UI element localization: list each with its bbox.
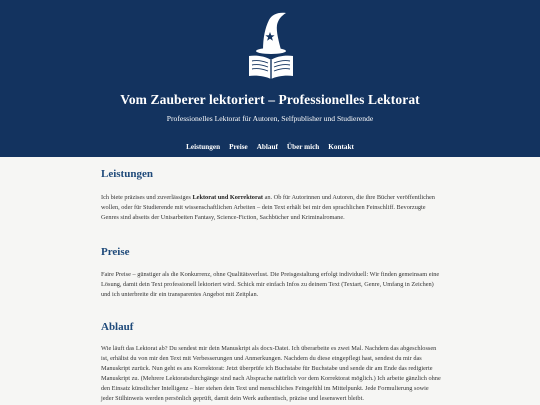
- section-preise: [101, 246, 441, 300]
- section-text-ablauf: Wie läuft das Lektorat ab? Du sendest mir dein Manuskript als docx-Datei. Ich überarbeite es zwei Mal. Nachdem das abgeschlossen ist, erhältst du von mir den Text mit Verbesserungen und Anmerkungen. Nachdem du diese eingepflegt hast, sendest du mir das Manuskript zurück. Nun geht es ans Korrektorat: Jetzt überprüfe ich Buchstabe für Buchstabe und sende dir am Ende das redigierte Manuskript zu. (Mehrere Lektoratsdurchgänge sind nach Absprache natürlich vor dem Korrektorat möglich.) Ich arbeite gänzlich ohne den Einsatz künstlicher Intelligenz – hier stehen dein Text und menschliches Feingefühl im Mittelpunkt. Jede Formulierung sowie jeder Stilhinweis werden persönlich geprüft, damit dein Werk authentisch, präzise und lesenswert bleibt.: [101, 345, 441, 402]
- section-leistungen: [101, 168, 441, 223]
- nav-link-kontakt[interactable]: Kontakt: [328, 143, 354, 151]
- section-ablauf: [101, 321, 441, 404]
- section-text-leistungen: [101, 193, 441, 223]
- site-subtitle: Professionelles Lektorat für Autoren, Selfpublisher und Studierende: [166, 114, 374, 123]
- section-heading-preise: Preise: [101, 246, 130, 258]
- section-heading-ablauf: Ablauf: [101, 321, 134, 333]
- nav-link-preise[interactable]: Preise: [229, 143, 248, 151]
- nav-link-leistungen[interactable]: Leistungen: [186, 143, 221, 151]
- section-heading-leistungen: Leistungen: [101, 168, 153, 180]
- section-text-preise: Faire Preise – günstiger als die Konkurrenz, ohne Qualitätsverlust. Die Preisgestaltung erfolgt individuell: Wir finden gemeinsam eine Lösung, damit dein Text professionell lektoriert wird. Schick mir einfach Infos zu deinem Text (Textart, Genre, Umfang in Zeichen) und ich unterbreite dir ein transparentes Angebot mit Zeitplan.: [101, 271, 440, 298]
- nav-link-ueber-mich[interactable]: Über mich: [286, 143, 320, 151]
- leistungen-text-intro: Ich biete präzises und zuverlässiges: [101, 194, 193, 201]
- main-nav: [0, 143, 540, 151]
- leistungen-text-highlight: Lektorat und Korrektorat: [192, 194, 263, 201]
- wizard-hat-book-icon: [243, 10, 299, 80]
- leistungen-text-rest: an. Ob für Autorinnen und Autoren, die ihre Bücher veröffentlichen wollen, oder für Studierende mit wissenschaftlichen Arbeiten – dein Text erhält bei mir den sprachlichen Feinschliff. Bevorzugte Genres sind abseits der Unisarbeiten Fantasy, Science-Fiction, Sachbücher und Kriminalromane.: [101, 194, 435, 221]
- site-title: Vom Zauberer lektoriert – Professionelles Lektorat: [120, 92, 420, 107]
- nav-link-ablauf[interactable]: Ablauf: [256, 143, 278, 151]
- main-content: [101, 168, 441, 404]
- site-header: [0, 0, 540, 157]
